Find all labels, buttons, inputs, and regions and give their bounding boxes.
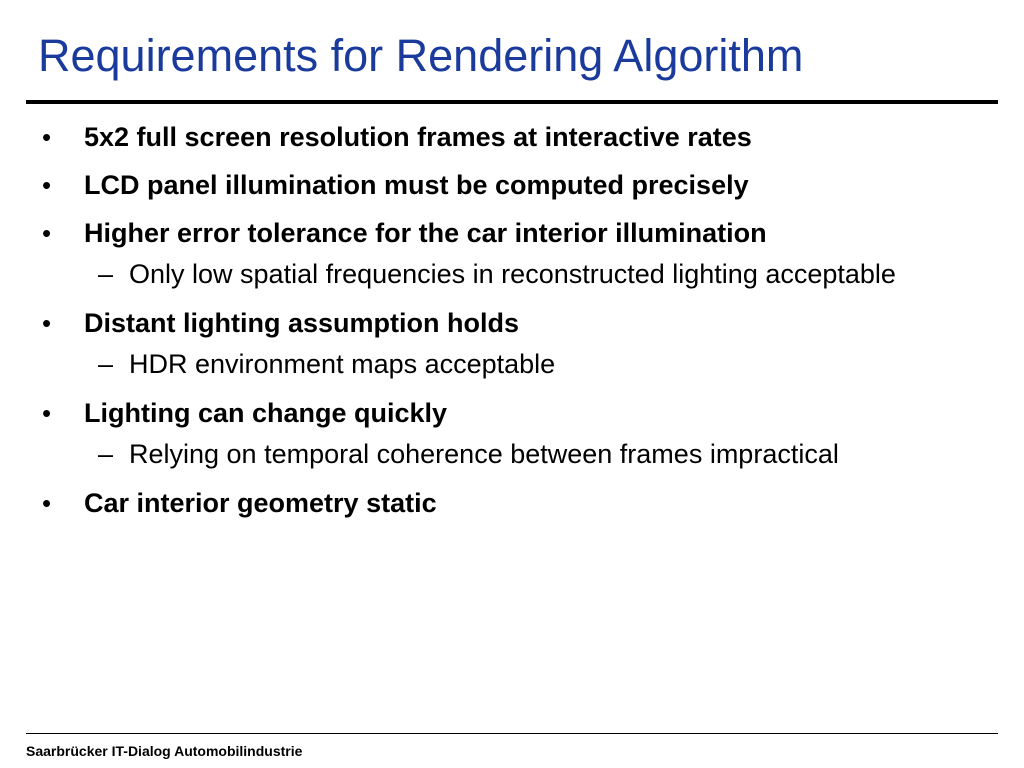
bullet-item bbox=[42, 395, 1002, 474]
bullet-text: 5x2 full screen resolution frames at interactive rates bbox=[84, 122, 752, 152]
bullet-text: LCD panel illumination must be computed precisely bbox=[84, 170, 749, 200]
bullet-item bbox=[42, 485, 1002, 522]
bullet-list bbox=[42, 119, 1002, 533]
bullet-item bbox=[42, 215, 1002, 294]
slide-title: Requirements for Rendering Algorithm bbox=[38, 30, 804, 81]
sub-bullet-list bbox=[42, 434, 1002, 474]
sub-bullet-list bbox=[42, 344, 1002, 384]
bullet-text: Higher error tolerance for the car interior illumination bbox=[84, 218, 767, 248]
dash-icon: – bbox=[98, 349, 114, 379]
bullet-icon: • bbox=[42, 170, 52, 200]
bullet-text: Car interior geometry static bbox=[84, 488, 437, 518]
sub-bullet-text: HDR environment maps acceptable bbox=[129, 349, 556, 379]
sub-bullet-text: Only low spatial frequencies in reconstructed lighting acceptable bbox=[129, 259, 896, 289]
dash-icon: – bbox=[98, 439, 114, 469]
sub-bullet-text: Relying on temporal coherence between frames impractical bbox=[129, 439, 839, 469]
sub-bullet-item bbox=[98, 434, 1002, 474]
dash-icon: – bbox=[98, 259, 114, 289]
bullet-text: Lighting can change quickly bbox=[84, 398, 448, 428]
footer-divider bbox=[26, 733, 998, 734]
bullet-item bbox=[42, 119, 1002, 156]
bullet-icon: • bbox=[42, 122, 52, 152]
title-divider bbox=[26, 100, 998, 104]
bullet-item bbox=[42, 167, 1002, 204]
bullet-text: Distant lighting assumption holds bbox=[84, 308, 519, 338]
sub-bullet-list bbox=[42, 254, 1002, 294]
footer-text: Saarbrücker IT-Dialog Automobilindustrie bbox=[26, 743, 303, 759]
sub-bullet-item bbox=[98, 254, 1002, 294]
bullet-icon: • bbox=[42, 218, 52, 248]
sub-bullet-item bbox=[98, 344, 1002, 384]
bullet-icon: • bbox=[42, 308, 52, 338]
bullet-icon: • bbox=[42, 398, 52, 428]
bullet-item bbox=[42, 305, 1002, 384]
bullet-icon: • bbox=[42, 488, 52, 518]
